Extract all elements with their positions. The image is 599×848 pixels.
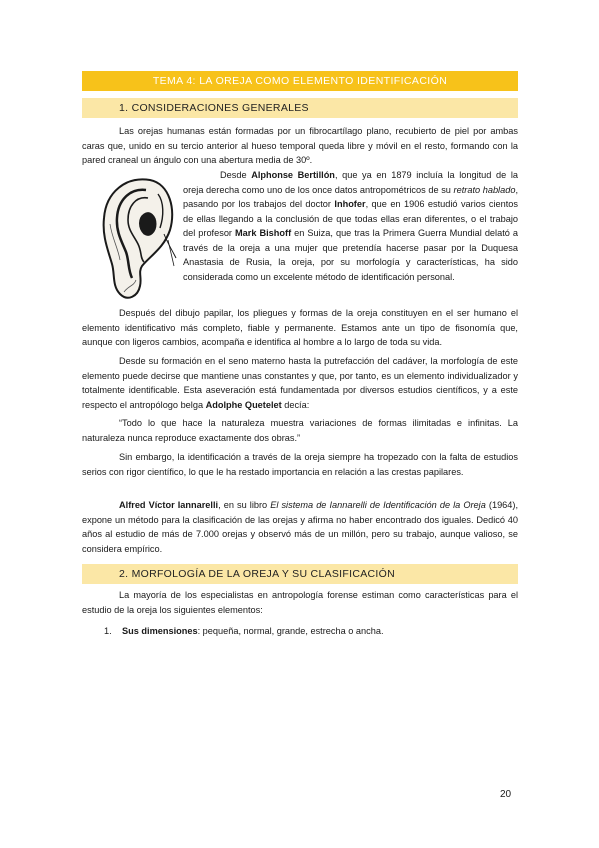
paragraph-history: Desde Alphonse Bertillón, que ya en 1879 incluía la longitud de la oreja derecha como uno de los once datos antropométricos de su retrato hablado, pasando por los trabajos del doctor Inhofer, que en 1906 estudió varios cientos de ellas llegando a la conclusión de que todas ellas eran diferentes, o el trabajo del profesor Mark Bishoff en Suiza, que tras la Primera Guerra Mundial delató a través de la oreja a una mujer que pretendía hacerse pasar por la Duquesa Anastasia de Rusia, la oreja, por su morfología y características, ha sido considerada como un excelente método de identificación personal. <box>183 170 519 282</box>
page-number: 20 <box>500 789 512 800</box>
list-item: 1. Sus dimensiones: pequeña, normal, grande, estrecha o ancha. <box>104 626 384 636</box>
paragraph-intro: Las orejas humanas están formadas por un fibrocartílago plano, recubierto de piel por ambas caras que, unido en su tercio anterior al hueso temporal queda libre y móvil en el resto, formando con la pared craneal un ángulo con una abertura media de 30º. <box>82 126 518 165</box>
paragraph-iannarelli: Alfred Víctor Iannarelli, en su libro El sistema de Iannarelli de Identificación de la Oreja (1964), expone un método para la clasificación de las orejas y afirma no haber encontrado dos iguales. Dedicó 40 años al estudio de más de 7.000 orejas y observó más de un millón, pero su trabajo, aunque valioso, se considera empírico. <box>82 500 519 554</box>
section-heading-1: 1. CONSIDERACIONES GENERALES <box>82 98 518 118</box>
ear-illustration-icon <box>98 174 178 304</box>
paragraph-papillary: Después del dibujo papilar, los pliegues y formas de la oreja constituyen en el ser humano el elemento identificativo más completo, fiable y permanente. Estamos ante un tipo de fisonomía que, aunque con ligeros cambios, acompaña e identifica al hombre a lo largo de toda su vida. <box>82 308 518 347</box>
chapter-title: TEMA 4: LA OREJA COMO ELEMENTO IDENTIFICACIÓN <box>82 71 518 91</box>
section-heading-2: 2. MORFOLOGÍA DE LA OREJA Y SU CLASIFICACIÓN <box>82 564 518 584</box>
quote-quetelet: “Todo lo que hace la naturaleza muestra variaciones de formas ilimitadas e infinitas. La naturaleza nunca reproduce exactamente dos obras.” <box>82 418 518 443</box>
paragraph-formation: Desde su formación en el seno materno hasta la putrefacción del cadáver, la morfología de este elemento puede decirse que mantiene unas constantes y que, por tanto, es un elemento individualizador y totalmente identificable. Esta aseveración está fundamentada por diversos estudios científicos, y a este respecto el antropólogo belga Adolphe Quetelet decía: <box>82 356 518 410</box>
paragraph-studies: Sin embargo, la identificación a través de la oreja siempre ha tropezado con la falta de estudios serios con rigor científico, lo que le ha restado importancia en relación a las crestas papilares. <box>82 452 518 477</box>
paragraph-morphology: La mayoría de los especialistas en antropología forense estiman como características para el estudio de la oreja los siguientes elementos: <box>82 590 518 615</box>
